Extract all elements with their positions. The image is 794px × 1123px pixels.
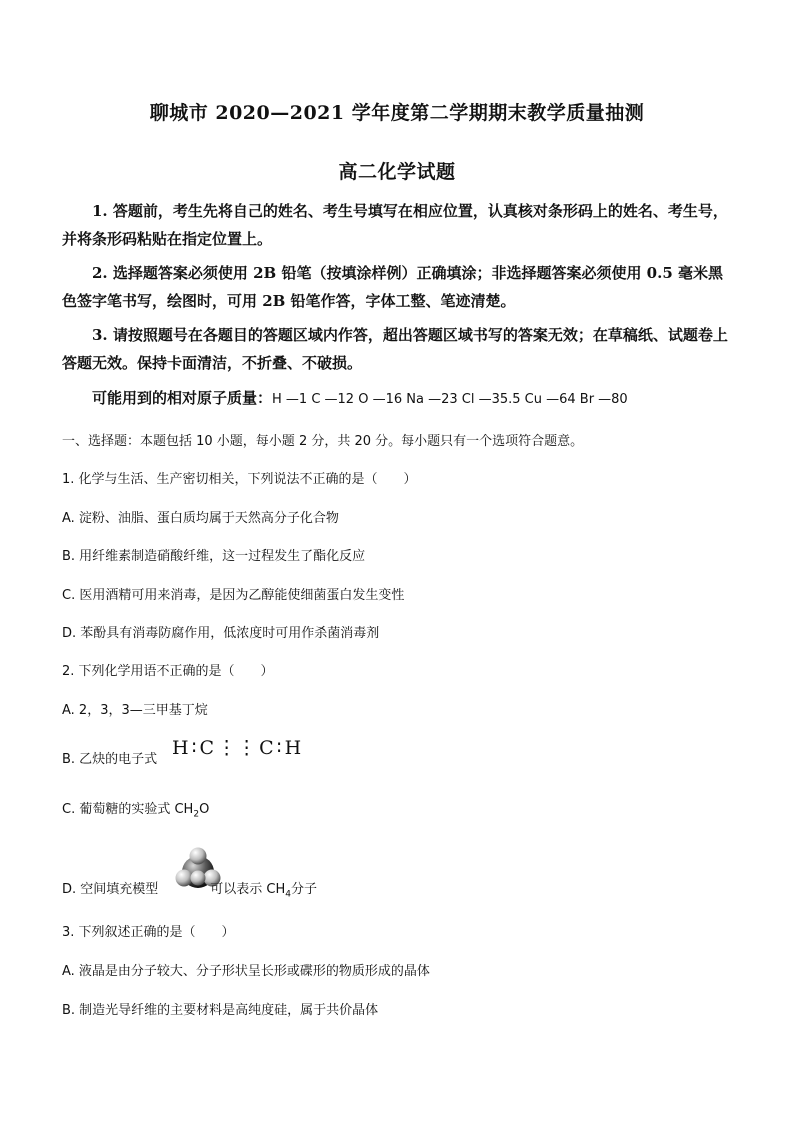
section-heading: 一、选择题：本题包括 10 小题，每小题 2 分，共 20 分。每小题只有一个选项符合题意。 bbox=[62, 434, 584, 449]
triple-bond-dots: ⋮⋮ bbox=[217, 737, 258, 759]
formula-c-left: C bbox=[199, 737, 216, 759]
option-d-tail: 可以表示 CH bbox=[210, 882, 286, 897]
formula-h-left: H bbox=[172, 737, 190, 759]
option-d-text: D. 空间填充模型 bbox=[62, 882, 159, 897]
option-d-end: 分子 bbox=[291, 882, 318, 897]
question-3-option-a: A. 液晶是由分子较大、分子形状呈长形或碟形的物质形成的晶体 bbox=[62, 964, 430, 979]
question-1-stem: 1. 化学与生活、生产密切相关，下列说法不正确的是（ ） bbox=[62, 472, 417, 487]
instruction-2: 2. 选择题答案必须使用 2B 铅笔（按填涂样例）正确填涂；非选择题答案必须使用 0.5 毫米黑色签字笔书写，绘图时，可用 2B 铅笔作答，字体工整、笔迹清楚。 bbox=[62, 264, 723, 310]
atomic-mass-values: H —1 C —12 O —16 Na —23 Cl —35.5 Cu —64 Br —80 bbox=[272, 392, 628, 407]
instruction-3: 3. 请按照题号在各题目的答题区域内作答，超出答题区域书写的答案无效；在草稿纸、试题卷上答题无效。保持卡面清洁，不折叠、不破损。 bbox=[62, 326, 728, 372]
question-1-option-d: D. 苯酚具有消毒防腐作用，低浓度时可用作杀菌消毒剂 bbox=[62, 626, 380, 641]
option-d-subscript: 4 bbox=[285, 889, 292, 900]
question-2-option-a: A. 2，3，3—三甲基丁烷 bbox=[62, 703, 208, 718]
exam-subtitle: 高二化学试题 bbox=[338, 161, 456, 183]
exam-title: 聊城市 2020—2021 学年度第二学期期末教学质量抽测 bbox=[149, 102, 645, 124]
question-3-option-b: B. 制造光导纤维的主要材料是高纯度硅，属于共价晶体 bbox=[62, 1003, 379, 1018]
question-2-option-d bbox=[62, 878, 317, 900]
question-2-option-c bbox=[62, 798, 209, 820]
shared-pair-dots: ∶ bbox=[276, 737, 283, 759]
question-1-option-b: B. 用纤维素制造硝酸纤维，这一过程发生了酯化反应 bbox=[62, 549, 366, 564]
question-3-stem: 3. 下列叙述正确的是（ ） bbox=[62, 925, 235, 940]
instruction-1: 1. 答题前，考生先将自己的姓名、考生号填写在相应位置，认真核对条形码上的姓名、考生号，并将条形码粘贴在指定位置上。 bbox=[62, 202, 728, 248]
option-c-text: C. 葡萄糖的实验式 CH bbox=[62, 802, 194, 817]
option-c-tail: O bbox=[199, 802, 210, 817]
question-2-stem: 2. 下列化学用语不正确的是（ ） bbox=[62, 664, 274, 679]
question-1-option-c: C. 医用酒精可用来消毒，是因为乙醇能使细菌蛋白发生变性 bbox=[62, 588, 405, 603]
question-2-option-b: B. 乙炔的电子式 bbox=[62, 752, 158, 767]
question-1-option-a: A. 淀粉、油脂、蛋白质均属于天然高分子化合物 bbox=[62, 511, 339, 526]
formula-c-right: C bbox=[259, 737, 275, 759]
option-c-subscript: 2 bbox=[193, 809, 200, 820]
atomic-mass-line bbox=[92, 387, 628, 408]
atomic-mass-label: 可能用到的相对原子质量： bbox=[92, 389, 273, 407]
acetylene-electron-formula bbox=[172, 737, 302, 759]
formula-h-right: H bbox=[284, 737, 303, 759]
shared-pair-dots: ∶ bbox=[191, 737, 198, 759]
